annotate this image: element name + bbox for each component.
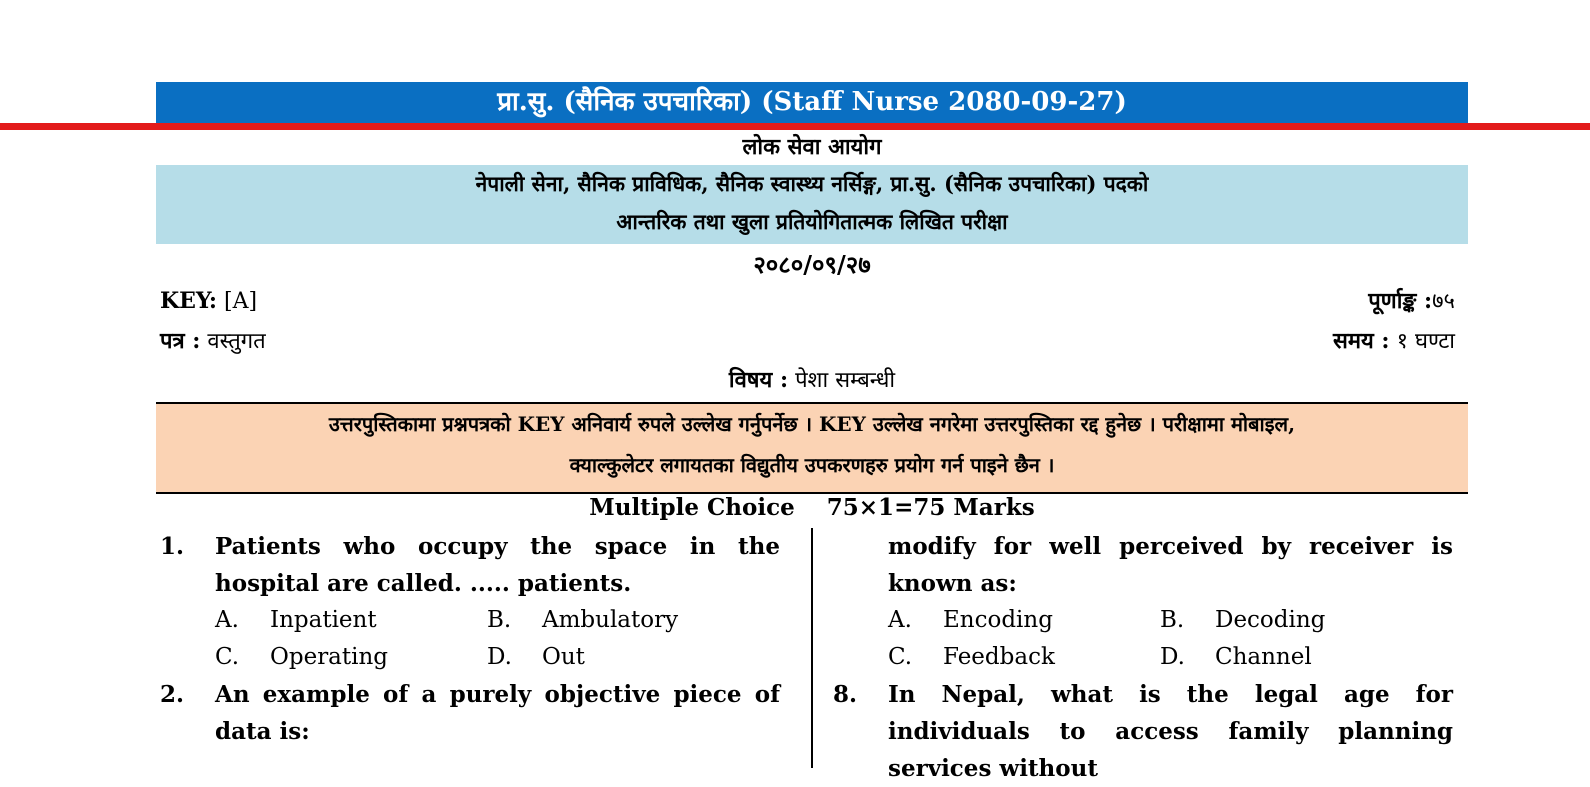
paper-info (160, 323, 266, 360)
question-7-options (888, 602, 1453, 676)
question-number: 2. (160, 681, 185, 708)
notice-line1: उत्तरपुस्तिकामा प्रश्नपत्रको KEY अनिवार्य रुपले उल्लेख गर्नुपर्नेछ । KEY उल्लेख नगरेमा उत्तरपुस्तिका रद्द हुनेछ । परीक्षामा मोबाइल, (328, 412, 1296, 436)
red-divider (0, 123, 1590, 130)
page-title-band (156, 82, 1468, 123)
time-value: १ घण्टा (1396, 329, 1455, 354)
exam-title-line1: नेपाली सेना, सैनिक प्राविधिक, सैनिक स्वास्थ्य नर्सिङ्ग, प्रा.सु. (सैनिक उपचारिका) पदको (475, 171, 1149, 196)
section-title: Multiple Choice (589, 494, 795, 521)
subject-value: पेशा सम्बन्धी (795, 368, 896, 393)
paper-value: वस्तुगत (207, 329, 266, 354)
exam-notice (156, 402, 1468, 494)
question-text: Patients who occupy the space in the hospital are called. ..... patients. (215, 533, 780, 597)
option-a: A. Encoding (888, 607, 1053, 633)
question-number: 1. (160, 533, 185, 560)
exam-title-line2: आन्तरिक तथा खुला प्रतियोगितात्मक लिखित परीक्षा (616, 209, 1008, 234)
option-d: D. Out (487, 644, 585, 670)
question-text: modify for well perceived by receiver is known as: (888, 533, 1453, 597)
option-d: D. Channel (1160, 644, 1312, 670)
option-b: B. Decoding (1160, 607, 1326, 633)
key-label: KEY: (160, 288, 217, 314)
option-a: A. Inpatient (215, 607, 377, 633)
section-marks: 75×1=75 Marks (826, 494, 1035, 521)
page-title: प्रा.सु. (सैनिक उपचारिका) (Staff Nurse 2080-09-27) (497, 87, 1127, 117)
full-marks-value: ७५ (1432, 289, 1455, 314)
subject-label: विषय : (728, 367, 789, 393)
exam-title-band (156, 165, 1468, 244)
question-text: An example of a purely objective piece of data is: (215, 681, 780, 745)
full-marks-label: पूर्णाङ्क : (1368, 288, 1433, 314)
key-info (160, 283, 257, 320)
question-2 (160, 676, 780, 750)
exam-date: २०८०/०९/२७ (753, 250, 871, 279)
column-divider (811, 528, 813, 768)
left-column (160, 528, 780, 750)
question-text: In Nepal, what is the legal age for individuals to access family planning services without (888, 681, 1453, 782)
key-value: [A] (224, 289, 258, 314)
question-7-continuation (833, 528, 1453, 602)
question-number: 8. (833, 681, 858, 708)
section-heading (156, 490, 1468, 526)
time-info (1333, 323, 1455, 360)
question-1 (160, 528, 780, 602)
subject-info (156, 362, 1468, 399)
paper-label: पत्र : (160, 328, 201, 354)
option-c: C. Operating (215, 644, 389, 670)
option-c: C. Feedback (888, 644, 1055, 670)
right-column (833, 528, 1453, 787)
notice-line2: क्याल्कुलेटर लगायतका विद्युतीय उपकरणहरु प्रयोग गर्न पाइने छैन । (569, 453, 1055, 477)
question-1-options (215, 602, 780, 676)
full-marks-info (1368, 283, 1455, 320)
organization-name: लोक सेवा आयोग (742, 134, 882, 160)
time-label: समय : (1332, 328, 1390, 354)
option-b: B. Ambulatory (487, 607, 679, 633)
question-8 (833, 676, 1453, 787)
